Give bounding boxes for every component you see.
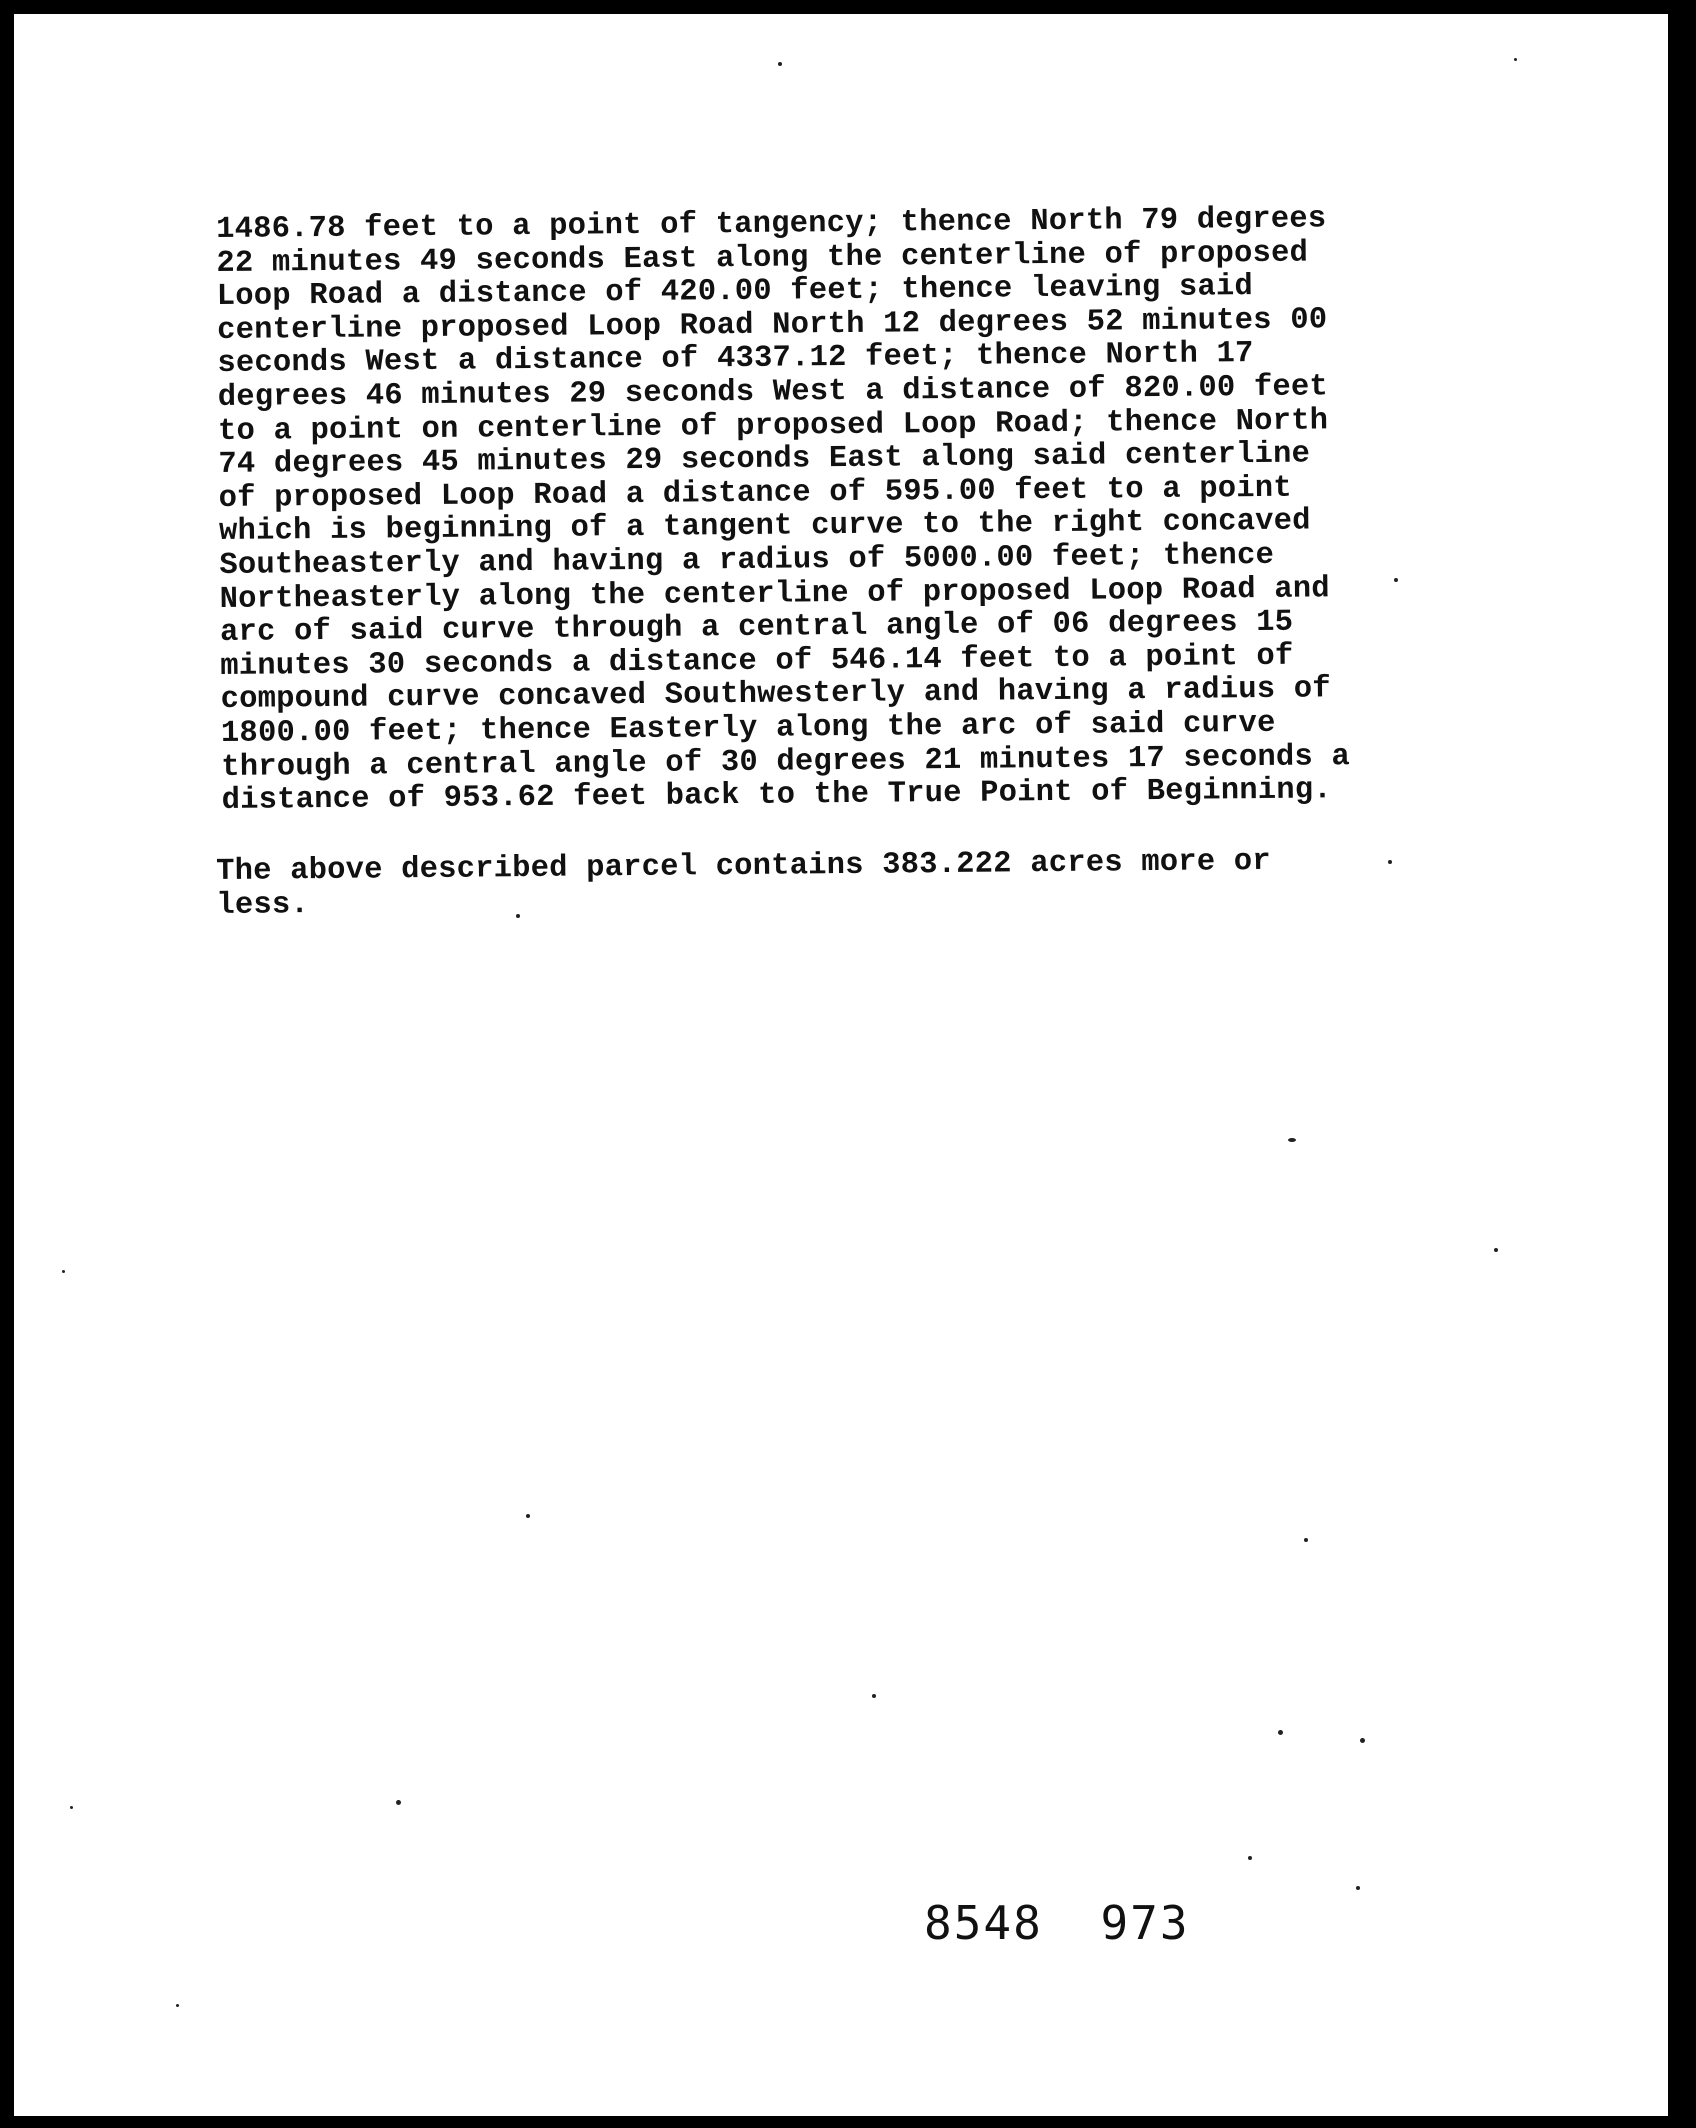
scan-speck xyxy=(396,1800,401,1805)
scan-speck xyxy=(62,1270,65,1273)
page-number: 8548 973 xyxy=(924,1896,1190,1950)
text-line: The above described parcel contains 383.222 acres more or xyxy=(215,844,1271,889)
text-line: 1800.00 feet; thence Easterly along the arc of said curve xyxy=(220,706,1276,751)
text-line: arc of said curve through a central angle of 06 degrees 15 xyxy=(219,605,1294,651)
scan-speck xyxy=(1494,1248,1498,1252)
scan-speck xyxy=(526,1514,530,1518)
scan-speck xyxy=(176,2004,179,2007)
scan-speck xyxy=(778,62,782,66)
scan-speck xyxy=(1388,860,1392,864)
scan-speck xyxy=(70,1806,73,1809)
scan-speck xyxy=(516,914,520,918)
text-line: minutes 30 seconds a distance of 546.14 feet to a point of xyxy=(220,639,1294,684)
scan-speck xyxy=(1356,1886,1360,1890)
scan-speck xyxy=(1288,1138,1296,1142)
acreage-statement xyxy=(216,844,1417,923)
text-line: distance of 953.62 feet back to the True Point of Beginning. xyxy=(221,773,1332,819)
scan-speck xyxy=(872,1694,876,1698)
text-line: 74 degrees 45 minutes 29 seconds East along said centerline xyxy=(218,437,1311,483)
text-line: Loop Road a distance of 420.00 feet; thence leaving said xyxy=(216,270,1254,315)
scan-speck xyxy=(1304,1538,1308,1542)
text-line: which is beginning of a tangent curve to the right concaved xyxy=(218,504,1311,550)
scan-speck xyxy=(1278,1730,1283,1735)
text-line: 1486.78 feet to a point of tangency; thence North 79 degrees xyxy=(215,202,1327,247)
scan-speck xyxy=(1394,578,1398,582)
legal-description xyxy=(216,202,1442,818)
text-line: through a central angle of 30 degrees 21 minutes 17 seconds a xyxy=(221,739,1351,785)
text-line: centerline proposed Loop Road North 12 degrees 52 minutes 00 xyxy=(216,303,1328,348)
scan-speck xyxy=(1248,1856,1252,1860)
scan-speck xyxy=(1360,1738,1365,1743)
document-page xyxy=(14,14,1668,2116)
text-line: of proposed Loop Road a distance of 595.00 feet to a point xyxy=(218,471,1293,516)
text-line: seconds West a distance of 4337.12 feet; thence North 17 xyxy=(217,337,1254,382)
scan-speck xyxy=(1514,58,1517,61)
text-line: compound curve concaved Southwesterly and having a radius of xyxy=(220,672,1331,718)
text-line: 22 minutes 49 seconds East along the centerline of proposed xyxy=(216,236,1309,281)
text-line: degrees 46 minutes 29 seconds West a distance of 820.00 feet xyxy=(217,370,1329,415)
text-line: to a point on centerline of proposed Loop Road; thence North xyxy=(217,403,1329,449)
text-line: Northeasterly along the centerline of proposed Loop Road and xyxy=(219,571,1331,617)
text-line: less. xyxy=(216,887,310,923)
text-line: Southeasterly and having a radius of 5000.00 feet; thence xyxy=(219,538,1275,583)
